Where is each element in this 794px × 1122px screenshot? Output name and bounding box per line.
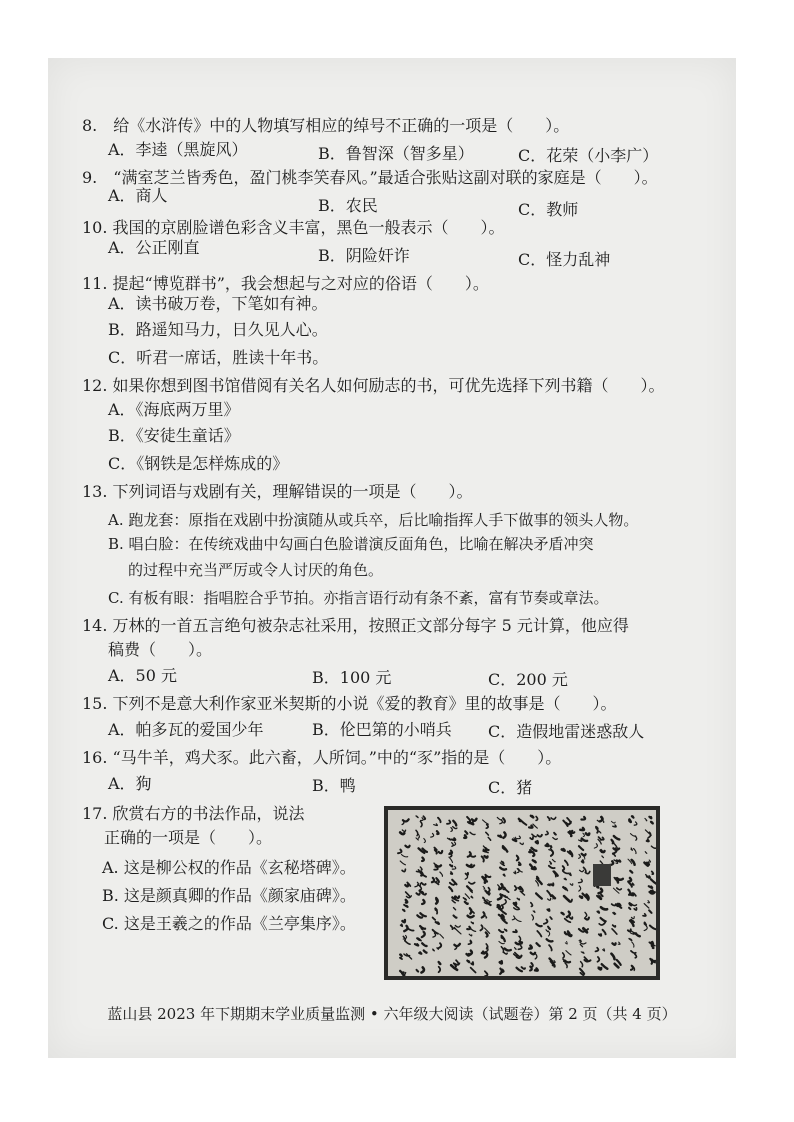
question-9-option-c: C．教师	[518, 200, 579, 219]
calligraphy-glyph	[649, 886, 655, 893]
calligraphy-glyph	[467, 951, 472, 956]
calligraphy-strokes	[388, 810, 656, 976]
calligraphy-glyph	[439, 962, 441, 972]
calligraphy-glyph	[644, 860, 650, 866]
question-11-stem: 11. 提起“博览群书”，我会想起与之对应的俗语（ ）。	[82, 274, 489, 293]
calligraphy-glyph	[614, 878, 623, 883]
calligraphy-glyph	[482, 875, 490, 883]
calligraphy-glyph	[597, 895, 603, 900]
calligraphy-glyph	[594, 837, 603, 848]
calligraphy-glyph	[562, 849, 573, 856]
calligraphy-glyph	[515, 886, 525, 895]
question-8-option-c: C．花荣（小李广）	[518, 146, 659, 165]
calligraphy-glyph	[612, 942, 620, 945]
calligraphy-glyph	[499, 929, 507, 941]
calligraphy-glyph	[612, 836, 620, 847]
calligraphy-glyph	[530, 834, 542, 843]
calligraphy-glyph	[532, 911, 535, 920]
calligraphy-glyph	[514, 952, 522, 958]
question-14-option-c: C．200 元	[488, 670, 568, 689]
calligraphy-glyph	[563, 959, 570, 967]
calligraphy-glyph	[497, 905, 506, 914]
calligraphy-glyph	[483, 820, 489, 828]
calligraphy-glyph	[631, 966, 635, 971]
calligraphy-glyph	[579, 928, 588, 932]
question-10-option-a: A．公正刚直	[108, 238, 200, 257]
question-17-option-a: A. 这是柳公权的作品《玄秘塔碑》。	[102, 858, 356, 877]
calligraphy-glyph	[598, 957, 608, 970]
calligraphy-glyph	[450, 865, 456, 874]
calligraphy-glyph	[498, 894, 510, 904]
question-14-stem: 14. 万林的一首五言绝句被杂志社采用，按照正文部分每字 5 元计算，他应得	[82, 616, 629, 635]
calligraphy-glyph	[565, 917, 573, 922]
calligraphy-glyph	[549, 860, 555, 869]
calligraphy-glyph	[449, 851, 453, 863]
calligraphy-glyph	[401, 920, 414, 931]
calligraphy-glyph	[597, 907, 607, 913]
calligraphy-glyph	[499, 941, 511, 954]
calligraphy-glyph	[612, 904, 622, 908]
question-13-stem: 13. 下列词语与戏剧有关，理解错误的一项是（ ）。	[82, 482, 473, 501]
calligraphy-glyph	[529, 816, 538, 828]
calligraphy-glyph	[580, 969, 584, 975]
calligraphy-glyph	[613, 847, 619, 856]
question-8-stem: 8. 给《水浒传》中的人物填写相应的绰号不正确的一项是（ ）。	[82, 116, 570, 135]
question-16-stem: 16. “马牛羊，鸡犬豕。此六畜，人所饲。”中的“豕”指的是（ ）。	[82, 748, 562, 767]
question-17-option-b: B. 这是颜真卿的作品《颜家庙碑》。	[102, 886, 356, 905]
calligraphy-glyph	[434, 848, 442, 854]
calligraphy-glyph	[631, 951, 636, 958]
question-14-stem-continued: 稿费（ ）。	[108, 640, 213, 659]
calligraphy-glyph	[546, 831, 558, 839]
calligraphy-glyph	[419, 848, 427, 861]
calligraphy-glyph	[631, 848, 636, 854]
page-footer: 蓝山县 2023 年下期期末学业质量监测 • 六年级大阅读（试题卷）第 2 页（共 4 页）	[107, 1005, 677, 1023]
calligraphy-glyph	[565, 931, 572, 936]
seal-stamp	[593, 864, 611, 886]
question-15-stem: 15. 下列不是意大利作家亚米契斯的小说《爱的教育》里的故事是（ ）。	[82, 694, 617, 713]
calligraphy-glyph	[403, 905, 408, 911]
calligraphy-glyph	[515, 942, 522, 950]
calligraphy-glyph	[433, 918, 439, 924]
calligraphy-glyph	[503, 846, 508, 851]
calligraphy-glyph	[596, 948, 605, 952]
calligraphy-glyph	[486, 944, 488, 952]
calligraphy-glyph	[514, 898, 520, 909]
calligraphy-glyph	[416, 891, 426, 904]
calligraphy-glyph	[628, 890, 636, 896]
calligraphy-glyph	[596, 827, 601, 833]
question-16-option-b: B．鸭	[312, 776, 356, 795]
question-9-stem: 9. “满室芝兰皆秀色，盈门桃李笑春风。”最适合张贴这副对联的家庭是（ ）。	[82, 168, 658, 187]
calligraphy-glyph	[452, 896, 459, 902]
question-10-stem: 10. 我国的京剧脸谱色彩含义丰富，黑色一般表示（ ）。	[82, 218, 505, 237]
calligraphy-glyph	[416, 830, 425, 842]
calligraphy-glyph	[548, 817, 556, 820]
calligraphy-glyph	[631, 834, 637, 841]
calligraphy-glyph	[468, 852, 476, 857]
question-9-option-a: A．商人	[108, 186, 168, 205]
calligraphy-glyph	[480, 925, 489, 936]
calligraphy-glyph	[467, 817, 476, 824]
calligraphy-glyph	[644, 923, 656, 931]
calligraphy-glyph	[580, 894, 589, 900]
question-13-option-b-continued: 的过程中充当严厉或令人讨厌的角色。	[128, 561, 384, 579]
calligraphy-glyph	[499, 915, 507, 923]
calligraphy-glyph	[433, 930, 444, 938]
calligraphy-glyph	[643, 910, 652, 916]
question-14-option-a: A．50 元	[108, 666, 178, 685]
calligraphy-glyph	[463, 894, 472, 904]
calligraphy-glyph	[467, 922, 475, 931]
calligraphy-glyph	[629, 939, 634, 948]
calligraphy-glyph	[544, 909, 552, 924]
calligraphy-glyph	[436, 898, 438, 904]
calligraphy-texture	[388, 810, 656, 976]
calligraphy-glyph	[579, 879, 583, 891]
calligraphy-glyph	[612, 925, 617, 934]
question-13-option-a: A. 跑龙套：原指在戏剧中扮演随从或兵卒，后比喻指挥人手下做事的领头人物。	[108, 511, 639, 529]
calligraphy-glyph	[483, 897, 492, 905]
calligraphy-glyph	[500, 868, 506, 876]
calligraphy-glyph	[563, 884, 572, 891]
calligraphy-glyph	[468, 908, 475, 917]
question-12-option-b: B．《安徒生童话》	[108, 426, 240, 445]
calligraphy-glyph	[529, 943, 539, 948]
calligraphy-glyph	[467, 961, 475, 973]
calligraphy-glyph	[482, 912, 487, 918]
calligraphy-glyph	[563, 942, 571, 959]
calligraphy-glyph	[486, 832, 491, 840]
calligraphy-glyph	[561, 912, 569, 917]
calligraphy-glyph	[547, 939, 553, 950]
calligraphy-glyph	[485, 971, 488, 976]
calligraphy-glyph	[599, 930, 606, 936]
calligraphy-glyph	[550, 959, 556, 967]
calligraphy-glyph	[610, 860, 621, 865]
question-list	[48, 58, 736, 1058]
calligraphy-glyph	[482, 856, 488, 861]
calligraphy-glyph	[498, 884, 509, 892]
question-15-option-c: C．造假地雷迷惑敌人	[488, 722, 645, 741]
calligraphy-glyph	[417, 913, 426, 917]
question-10-option-b: B．阴险奸诈	[318, 246, 410, 265]
calligraphy-glyph	[497, 817, 505, 823]
calligraphy-glyph	[585, 912, 589, 919]
calligraphy-glyph	[449, 880, 456, 892]
calligraphy-glyph	[517, 967, 526, 971]
calligraphy-glyph	[546, 844, 553, 856]
calligraphy-glyph	[546, 927, 550, 936]
calligraphy-glyph	[513, 836, 524, 844]
calligraphy-glyph	[613, 912, 616, 914]
calligraphy-glyph	[512, 916, 521, 922]
calligraphy-glyph	[645, 817, 653, 824]
calligraphy-glyph	[417, 967, 424, 972]
calligraphy-glyph	[649, 942, 655, 948]
calligraphy-glyph	[454, 908, 457, 918]
question-13-option-b: B. 唱白脸：在传统戏曲中勾画白色脸谱演反面角色，比喻在解决矛盾冲突	[108, 535, 594, 553]
exam-page	[48, 58, 736, 1058]
calligraphy-glyph	[644, 901, 649, 909]
question-17-option-c: C. 这是王羲之的作品《兰亭集序》。	[102, 914, 356, 933]
calligraphy-glyph	[431, 831, 439, 837]
calligraphy-glyph	[536, 924, 542, 937]
calligraphy-glyph	[451, 960, 460, 970]
calligraphy-glyph	[468, 934, 471, 944]
calligraphy-glyph	[569, 831, 575, 836]
calligraphy-glyph	[629, 816, 637, 825]
calligraphy-glyph	[553, 871, 558, 876]
calligraphy-glyph	[530, 860, 536, 869]
calligraphy-glyph	[448, 838, 456, 846]
question-11-option-c: C．听君一席话，胜读十年书。	[108, 348, 329, 367]
calligraphy-glyph	[415, 938, 427, 946]
question-8-option-a: A．李逵（黑旋风）	[108, 140, 248, 159]
calligraphy-glyph	[628, 859, 635, 865]
calligraphy-glyph	[405, 883, 410, 887]
calligraphy-glyph	[628, 929, 640, 936]
calligraphy-glyph	[579, 833, 590, 841]
calligraphy-glyph	[516, 855, 520, 865]
calligraphy-glyph	[447, 821, 457, 832]
calligraphy-glyph	[563, 871, 571, 880]
calligraphy-glyph	[548, 895, 555, 900]
calligraphy-glyph	[531, 893, 542, 906]
calligraphy-glyph	[580, 817, 585, 830]
question-14-option-b: B．100 元	[312, 668, 392, 687]
question-12-stem: 12. 如果你想到图书馆借阅有关名人如何励志的书，可优先选择下列书籍（ ）。	[82, 376, 665, 395]
calligraphy-glyph	[628, 871, 633, 887]
calligraphy-glyph	[400, 971, 406, 976]
question-12-option-c: C．《钢铁是怎样炼成的》	[108, 454, 289, 473]
question-16-option-c: C．猪	[488, 778, 533, 797]
calligraphy-glyph	[465, 865, 474, 879]
calligraphy-glyph	[514, 869, 522, 874]
calligraphy-glyph	[433, 943, 441, 951]
calligraphy-glyph	[611, 954, 620, 968]
calligraphy-glyph	[580, 860, 590, 874]
calligraphy-glyph	[645, 846, 656, 853]
question-13-option-c: C. 有板有眼：指唱腔合乎节拍。亦指言语行动有条不紊，富有节奏或章法。	[108, 589, 609, 607]
calligraphy-glyph	[529, 848, 536, 856]
calligraphy-image	[384, 806, 660, 980]
calligraphy-glyph	[432, 878, 439, 885]
calligraphy-glyph	[630, 917, 634, 926]
calligraphy-glyph	[564, 896, 572, 902]
calligraphy-glyph	[579, 846, 586, 859]
question-8-option-b: B．鲁智深（智多星）	[318, 144, 474, 163]
calligraphy-glyph	[434, 818, 441, 826]
calligraphy-glyph	[415, 882, 426, 890]
calligraphy-glyph	[600, 850, 604, 867]
calligraphy-glyph	[482, 952, 487, 958]
calligraphy-glyph	[402, 819, 409, 824]
calligraphy-glyph	[597, 817, 604, 823]
calligraphy-glyph	[563, 818, 571, 826]
question-17-stem-continued: 正确的一项是（ ）。	[104, 828, 273, 847]
calligraphy-glyph	[398, 846, 410, 857]
question-11-option-a: A．读书破万卷，下笔如有神。	[108, 294, 328, 313]
calligraphy-glyph	[434, 863, 442, 876]
calligraphy-glyph	[483, 886, 490, 894]
calligraphy-glyph	[581, 952, 591, 967]
calligraphy-glyph	[613, 888, 621, 893]
question-15-option-b: B．伦巴第的小哨兵	[312, 720, 452, 739]
calligraphy-glyph	[530, 963, 538, 971]
question-12-option-a: A．《海底两万里》	[108, 400, 240, 419]
question-11-option-b: B．路遥知马力，日久见人心。	[108, 320, 328, 339]
question-9-option-b: B．农民	[318, 196, 378, 215]
calligraphy-glyph	[467, 882, 475, 892]
calligraphy-glyph	[420, 926, 425, 937]
calligraphy-glyph	[403, 935, 410, 944]
calligraphy-glyph	[629, 903, 637, 910]
calligraphy-glyph	[500, 961, 504, 974]
calligraphy-glyph	[500, 861, 504, 865]
calligraphy-glyph	[400, 861, 405, 872]
calligraphy-glyph	[464, 831, 475, 838]
calligraphy-glyph	[536, 877, 542, 886]
calligraphy-glyph	[416, 816, 425, 827]
calligraphy-glyph	[435, 908, 437, 913]
calligraphy-glyph	[579, 940, 586, 947]
calligraphy-glyph	[454, 944, 460, 949]
question-16-option-a: A．狗	[108, 774, 152, 793]
calligraphy-glyph	[406, 892, 412, 903]
calligraphy-glyph	[400, 830, 406, 834]
calligraphy-glyph	[563, 860, 569, 870]
question-10-option-c: C．怪力乱神	[518, 250, 611, 269]
calligraphy-glyph	[650, 959, 656, 964]
calligraphy-glyph	[599, 918, 606, 925]
calligraphy-glyph	[400, 954, 412, 959]
calligraphy-glyph	[498, 832, 505, 838]
calligraphy-glyph	[417, 867, 427, 877]
calligraphy-glyph	[513, 930, 520, 941]
calligraphy-glyph	[483, 846, 488, 853]
calligraphy-glyph	[645, 830, 651, 842]
calligraphy-glyph	[611, 821, 616, 827]
question-15-option-a: A．帕多瓦的爱国少年	[108, 720, 264, 739]
calligraphy-glyph	[519, 819, 527, 825]
calligraphy-glyph	[646, 871, 656, 884]
calligraphy-glyph	[419, 951, 426, 954]
calligraphy-glyph	[531, 953, 537, 959]
question-17-stem: 17. 欣赏右方的书法作品，说法	[82, 804, 305, 823]
calligraphy-glyph	[451, 926, 461, 934]
